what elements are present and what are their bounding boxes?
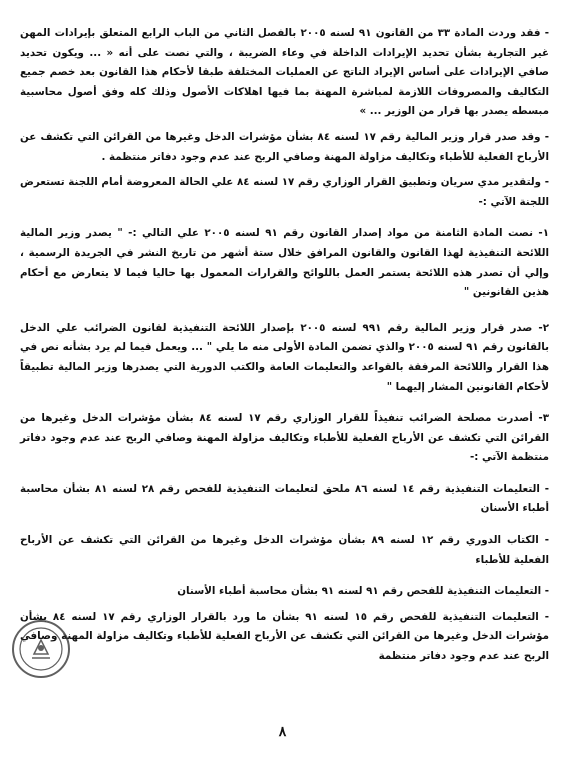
paragraph-decree-17: - وقد صدر قرار وزير المالية رقم ١٧ لسنه ٨٤ بشأن مؤشرات الدخل وغيرها من القرائن التي تكشف عن الأرباح الفعلية للأطباء وتكاليف مزاولة المهنة وصافي الربح عند عدم وجود دفاتر منتظمة . <box>20 130 549 163</box>
paragraph-item-3: ٣- أصدرت مصلحة الضرائب تنفيذاً للقرار الوزاري رقم ١٧ لسنه ٨٤ بشأن مؤشرات الدخل وغيرها من القرائن التي تكشف عن الأرباح الفعلية للأطباء وتكاليف مزاولة المهنة وصافي الربح عند عدم وجود دفاتر منتظمة الآتي :- <box>20 412 549 464</box>
list-item-instructions-15: - التعليمات التنفيذية للفحص رقم ١٥ لسنه ٩١ بشأن ما ورد بالقرار الوزاري رقم ١٧ لسنه ٨٤ بشأن مؤشرات الدخل وغيرها من القرائن التي تكشف عن الأرباح الفعلية للأطباء وتكاليف مزاولة المهنة وصافي الربح عند عدم وجود دفاتر منتظمة <box>20 610 549 663</box>
list-item-instructions-14: - التعليمات التنفيذية رقم ١٤ لسنه ٨٦ ملحق لتعليمات التنفيذية للفحص رقم ٢٨ لسنه ٨١ بشأن محاسبة أطباء الأسنان <box>20 482 550 515</box>
paragraph-item-2: ٢- صدر قرار وزير المالية رقم ٩٩١ لسنه ٢٠٠٥ بإصدار اللائحة التنفيذية لقانون الضرائب علي الدخل بالقانون رقم ٩١ لسنه ٢٠٠٥ والذي تضمن المادة الأولى منه ما يلي " ... ويعمل فيما لم يرد بشأنه نص في هذا القرار واللائحة المرفقة بالقواعد والتعليمات العامة والكتب الدورية التي يصدرها وزير المالية تطبيقاً لأحكام القانونين المشار إليهما " <box>20 321 550 393</box>
list-item-circular-12: - الكتاب الدوري رقم ١٢ لسنه ٨٩ بشأن مؤشرات الدخل وغيرها من القرائن التي تكشف عن الأرباح الفعلية للأطباء <box>20 534 549 566</box>
official-seal-icon <box>10 618 72 680</box>
list-item-instructions-91: - التعليمات التنفيذية للفحص رقم ٩١ لسنه ٩١ بشأن محاسبة أطباء الأسنان <box>177 585 549 598</box>
page-number: ٨ <box>278 724 287 740</box>
paragraph-item-1: ١- نصت المادة الثامنة من مواد إصدار القانون رقم ٩١ لسنه ٢٠٠٥ علي التالي :- " يصدر وزير المالية اللائحة التنفيذية لهذا القانون والقانون المرافق خلال ستة أشهر من تاريخ النشر في الجريدة الرسمية ، وإلي أن تصدر هذه اللائحة يستمر العمل باللوائح والقرارات المعمول بها حاليا فيما لا يتعارض مع أحكام هذين القانونين " <box>20 227 549 299</box>
document-page <box>20 24 549 744</box>
paragraph-article-33: - فقد وردت المادة ٣٣ من القانون ٩١ لسنه ٢٠٠٥ بالفصل الثاني من الباب الرابع المتعلق بإيرادات المهن غير التجارية بشأن تحديد الإيرادات الداخلة في وعاء الضريبة ، والتي نصت على أنه « ... ويكون تحديد صافي الإيرادات على أساس الإيراد الناتج عن العمليات المختلفة طبقا لأحكام هذا القانون بعد خصم جميع التكاليف والمصروفات اللازمة لمباشرة المهنة بما فيها اهلاكات الأصول وذلك كله وفق أصول محاسبية مبسطه يصدر بها قرار من الوزير ... » <box>20 27 549 118</box>
paragraph-committee-review: - ولتقدير مدي سريان وتطبيق القرار الوزاري رقم ١٧ لسنه ٨٤ علي الحالة المعروضة أمام اللجنة تستعرض اللجنة الآتي :- <box>20 176 549 208</box>
